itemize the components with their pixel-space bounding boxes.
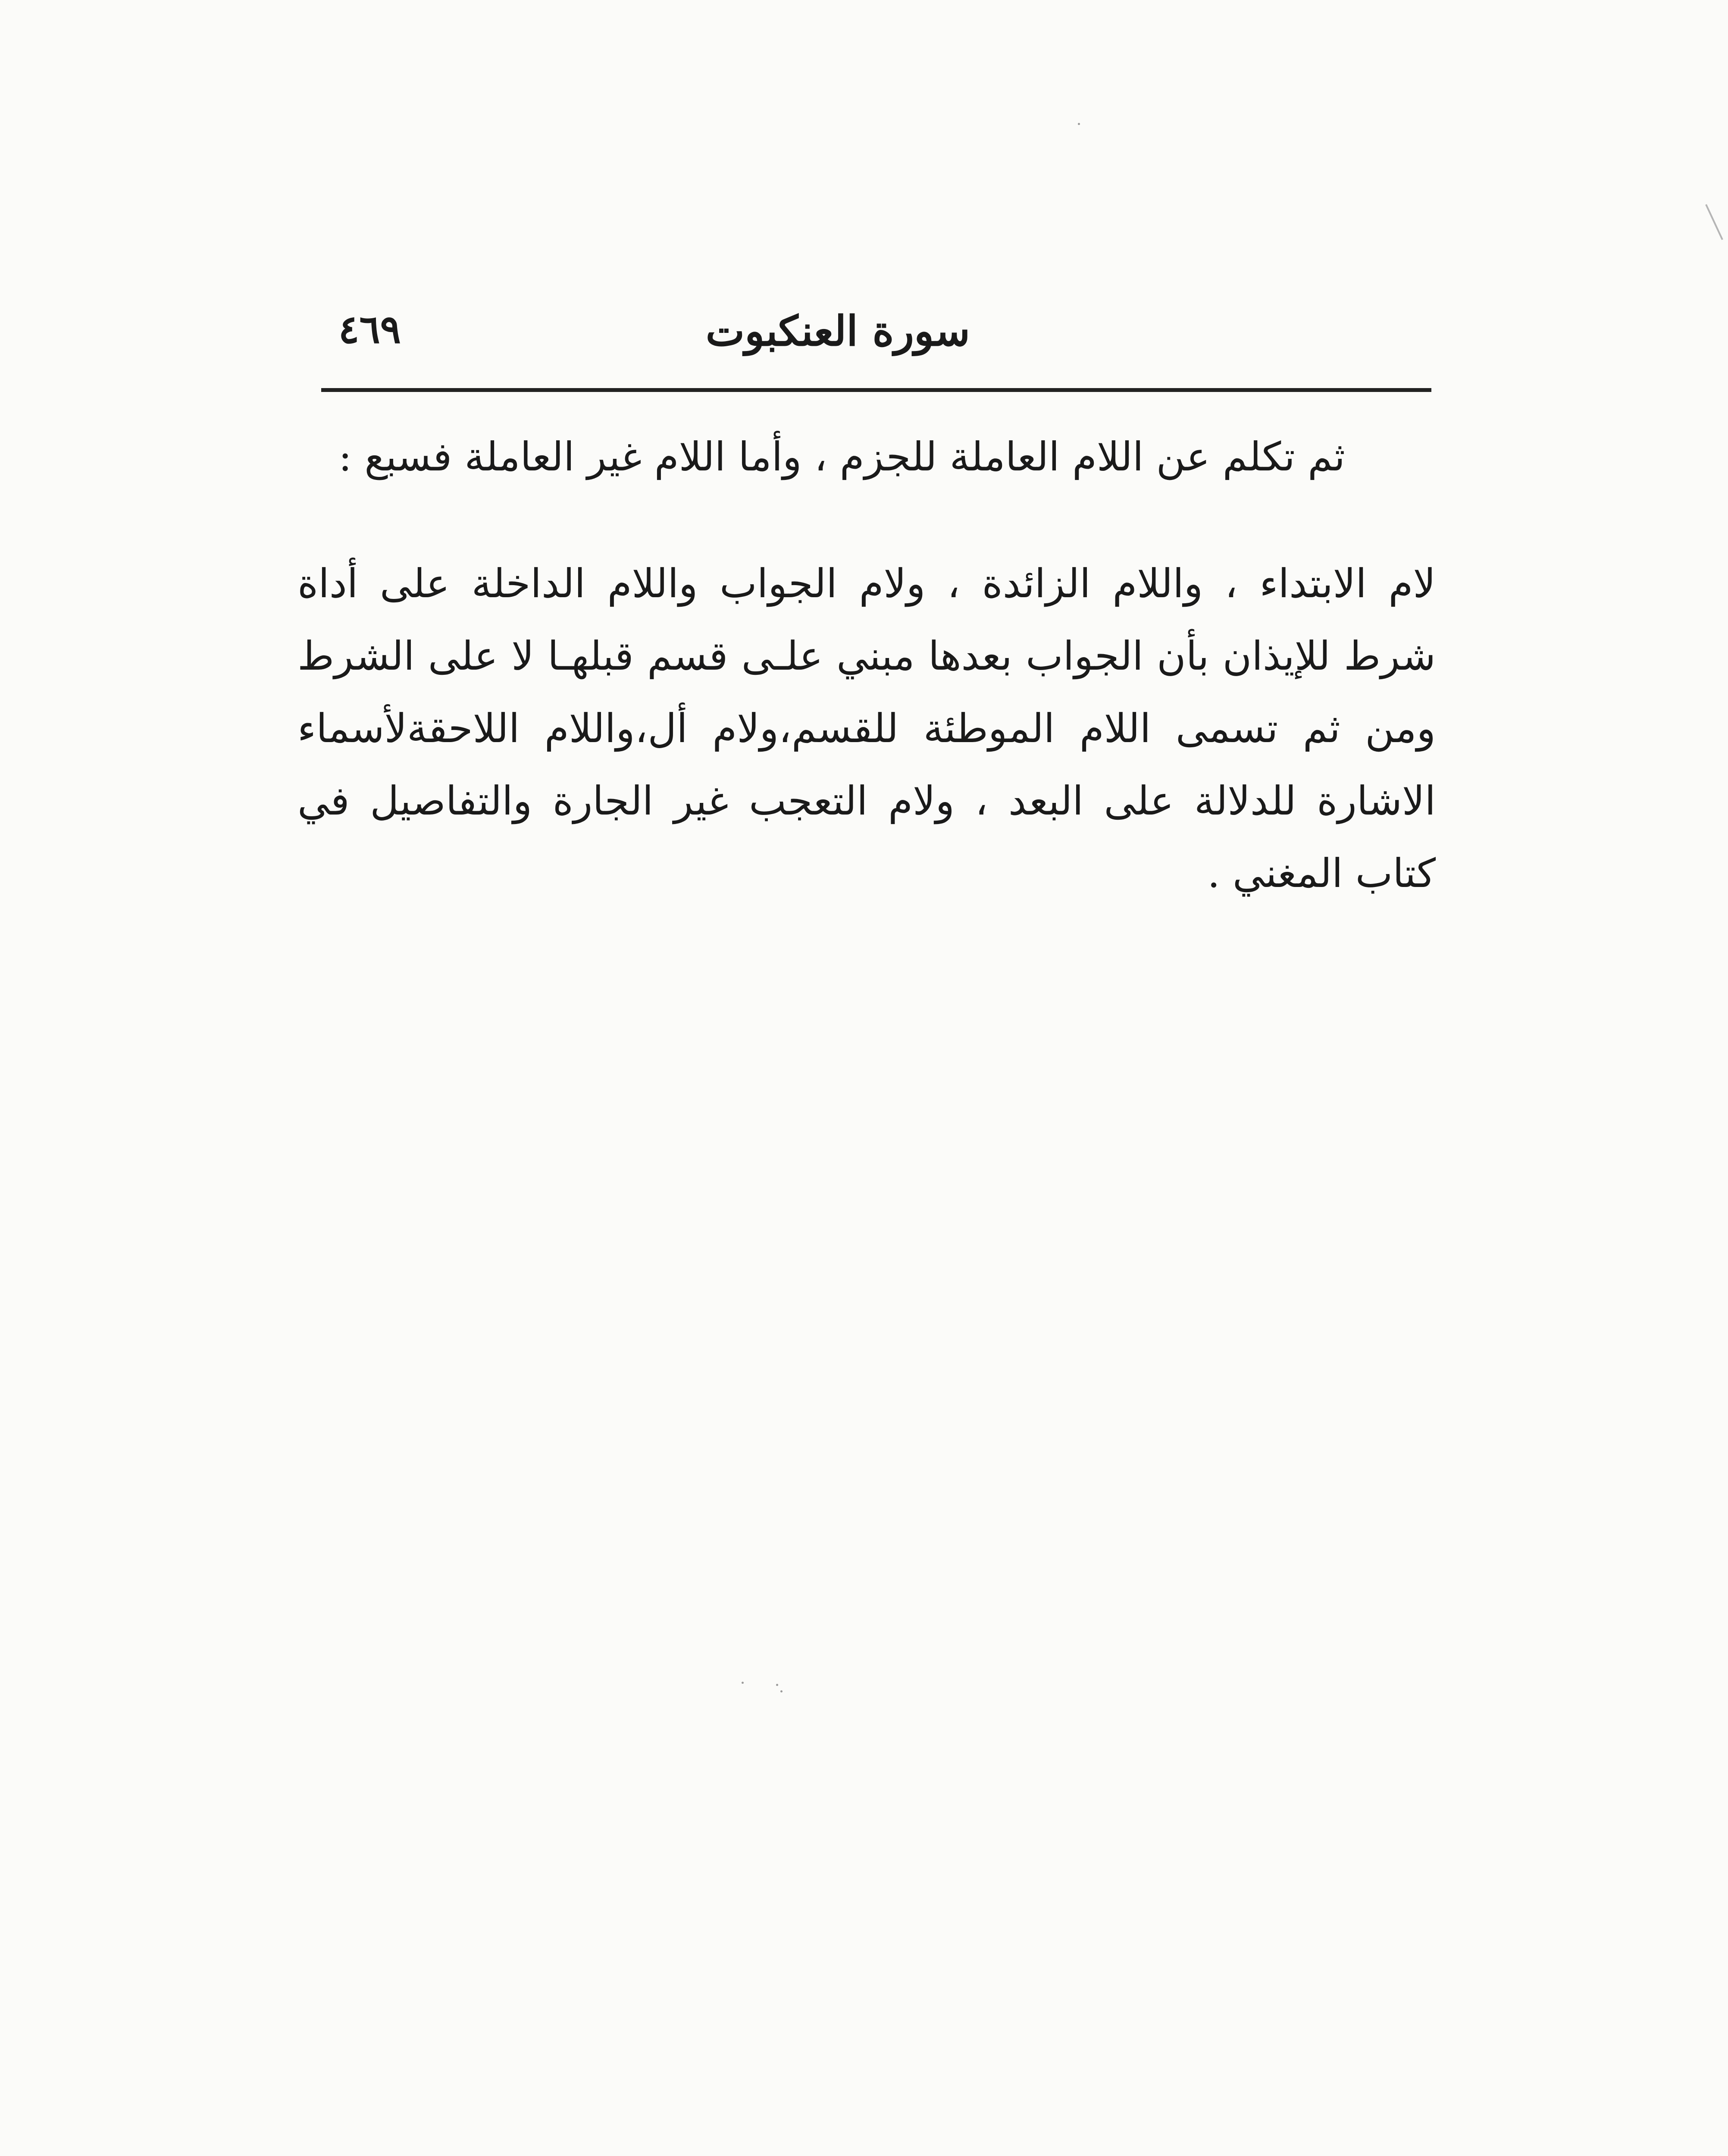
body-paragraph: لام الابتداء ، واللام الزائدة ، ولام الجواب واللام الداخلة على أداة شرط للإيذان بأن الجواب بعدها مبني علـى قسم قبلهـا لا على الشرط ومن ثم تسمى اللام الموطئة للقسم،ولام أل،واللام اللاحقةلأسماء الاشارة للدلالة على البعد ، ولام التعجب غير الجارة والتفاصيل في كتاب المغني . — [297, 561, 1436, 896]
header-divider — [321, 388, 1431, 392]
intro-line: ثم تكلم عن اللام العاملة للجزم ، وأما اللام غير العاملة فسبع : — [338, 434, 1345, 480]
page-header — [321, 298, 1431, 371]
scan-speck — [1078, 123, 1080, 125]
scan-speck — [780, 1690, 783, 1692]
scan-speck — [776, 1684, 778, 1686]
scan-speck — [742, 1682, 744, 1684]
body-paragraph-block — [297, 548, 1436, 910]
page-number: ٤٦٩ — [338, 307, 401, 352]
scan-edge-mark — [1705, 204, 1723, 240]
surah-title: سورة العنكبوت — [705, 307, 970, 355]
